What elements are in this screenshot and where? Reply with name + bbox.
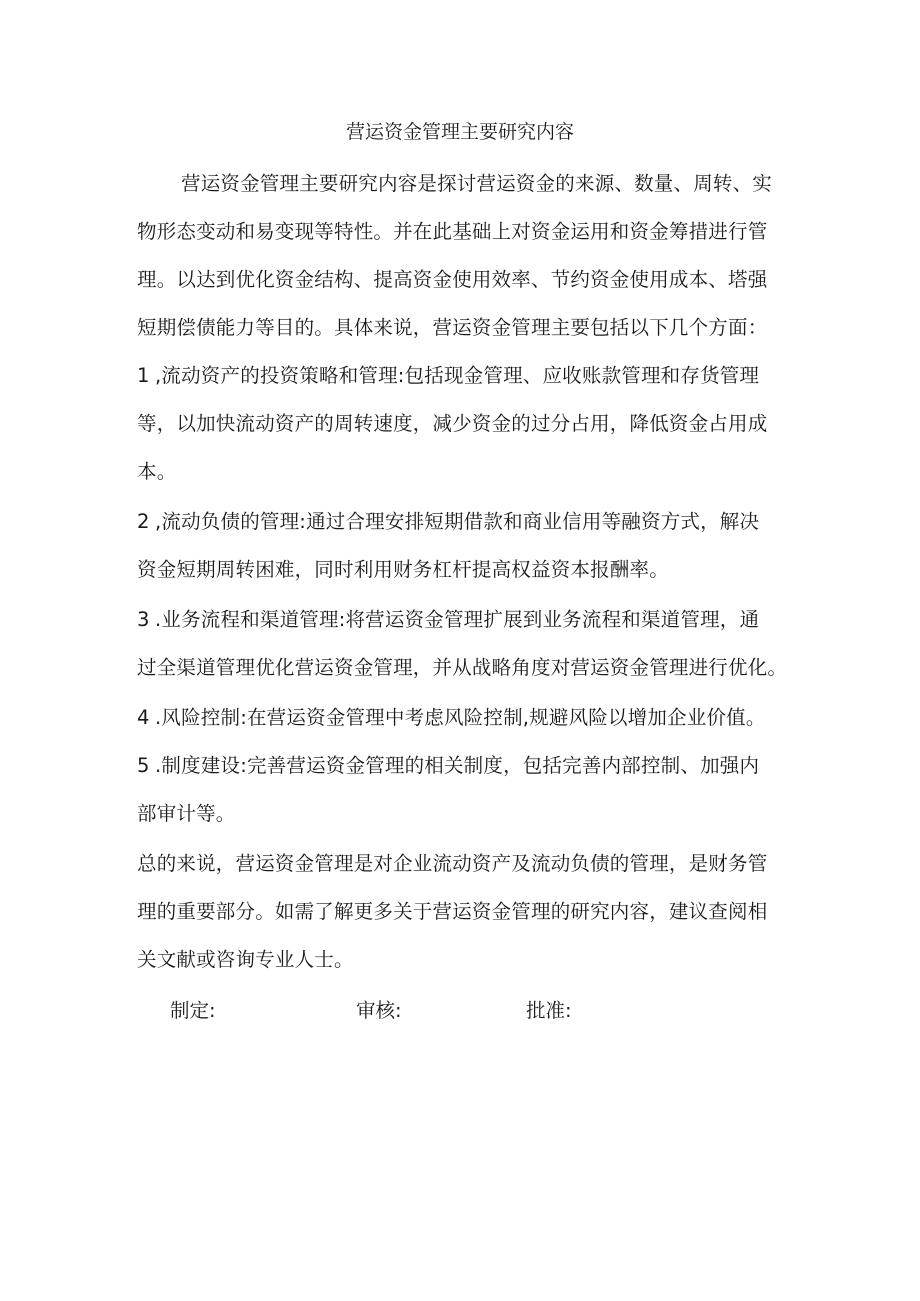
- list-item-1-number: 1: [137, 364, 150, 387]
- list-item-5-line-1: [137, 754, 797, 778]
- summary-line-1: 总的来说，营运资金管理是对企业流动资产及流动负债的管理，是财务管: [137, 852, 768, 875]
- approved-by-label: 批准:: [526, 999, 572, 1022]
- list-item-5-number: 5: [137, 754, 150, 777]
- list-item-2-text: ,流动负债的管理:通过合理安排短期借款和商业信用等融资方式，解决: [155, 510, 760, 533]
- list-item-5-line-2: 部审计等。: [137, 802, 236, 825]
- list-item-3-line-2: 过全渠道管理优化营运资金管理，并从战略角度对营运资金管理进行优化。: [137, 656, 788, 679]
- list-item-1-line-1: [137, 364, 797, 388]
- list-item-4-number: 4: [137, 706, 150, 729]
- list-item-3-text: .业务流程和渠道管理:将营运资金管理扩展到业务流程和渠道管理，通: [155, 608, 760, 631]
- intro-line-2: 物形态变动和易变现等特性。并在此基础上对资金运用和资金筹措进行管: [137, 220, 768, 243]
- list-item-4-text: .风险控制:在营运资金管理中考虑风险控制,规避风险以增加企业价值。: [155, 706, 766, 729]
- list-item-1-text: ,流动资产的投资策略和管理:包括现金管理、应收账款管理和存货管理: [155, 364, 760, 387]
- list-item-4-line-1: [137, 706, 797, 730]
- intro-line-4: 短期偿债能力等目的。具体来说，营运资金管理主要包括以下几个方面：: [137, 316, 768, 339]
- list-item-3-line-1: [137, 608, 797, 632]
- reviewed-by-label: 审核:: [356, 999, 402, 1022]
- list-item-5-text: .制度建设:完善营运资金管理的相关制度，包括完善内部控制、加强内: [155, 754, 760, 777]
- prepared-by-label: 制定:: [170, 999, 216, 1022]
- list-item-2-line-2: 资金短期周转困难，同时利用财务杠杆提高权益资本报酬率。: [137, 558, 669, 581]
- list-item-3-number: 3: [137, 608, 150, 631]
- intro-line-3: 理。以达到优化资金结构、提高资金使用效率、节约资金使用成本、塔强: [137, 268, 768, 291]
- list-item-1-line-2: 等，以加快流动资产的周转速度，减少资金的过分占用，降低资金占用成: [137, 412, 768, 435]
- summary-line-2: 理的重要部分。如需了解更多关于营运资金管理的研究内容，建议查阅相: [137, 900, 768, 923]
- summary-line-3: 关文献或咨询专业人士。: [137, 948, 354, 971]
- list-item-2-number: 2: [137, 510, 150, 533]
- document-title: 营运资金管理主要研究内容: [345, 121, 574, 143]
- list-item-1-line-3: 本。: [137, 460, 177, 483]
- intro-line-1: 营运资金管理主要研究内容是探讨营运资金的来源、数量、周转、实: [181, 172, 773, 195]
- list-item-2-line-1: [137, 510, 797, 534]
